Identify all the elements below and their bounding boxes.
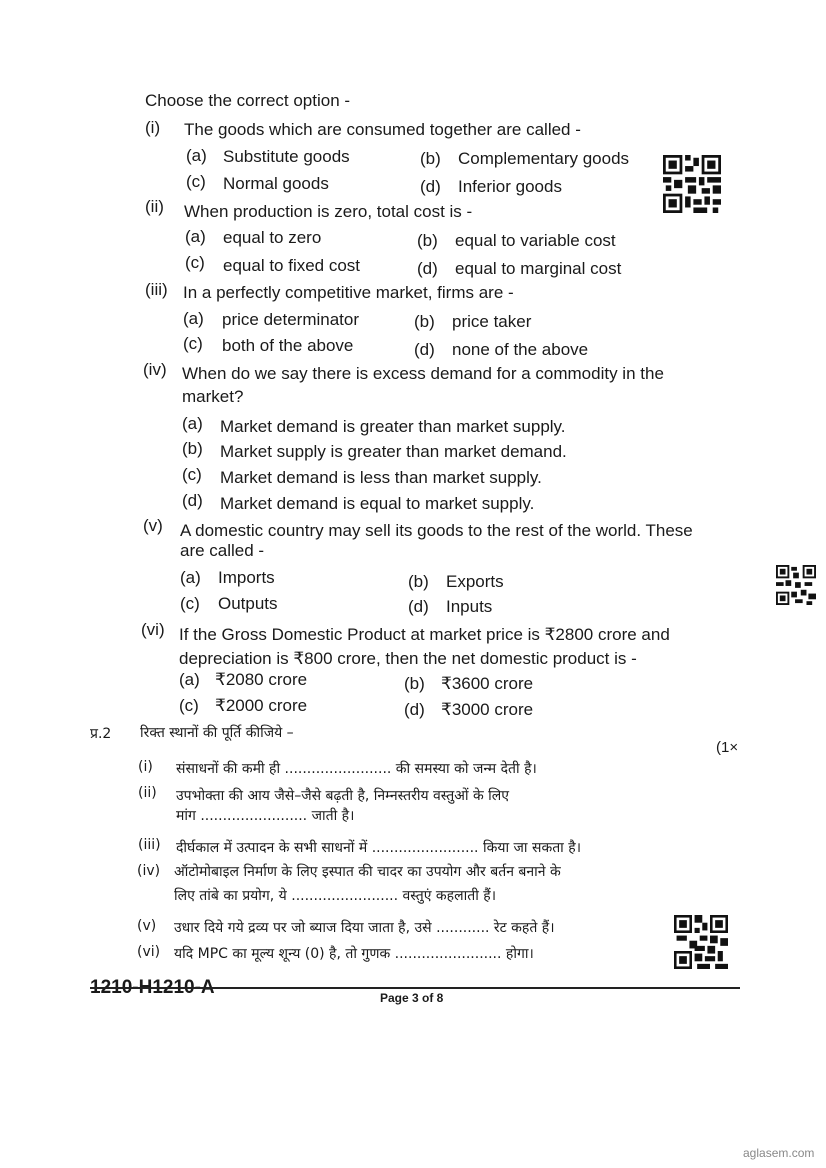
fill-6-num: (vi) [137,944,161,960]
q3-opt-b: price taker [452,312,532,331]
q3-num: (iii) [145,280,168,299]
q2-text: When production is zero, total cost is - [184,202,473,221]
q5-text-2: are called - [180,541,265,560]
q2-opt-c: equal to fixed cost [223,256,361,275]
q3-opt-c: both of the above [222,336,354,355]
fill-5-num: (v) [137,918,157,934]
q5-opt-b: Exports [446,572,504,591]
q1-opt-b-label: (b) [420,149,441,168]
fill-4-text: ऑटोमोबाइल निर्माण के लिए इस्पात की चादर का उपयोग और बर्तन बनाने के [174,864,561,880]
q4-text-2: market? [182,387,244,406]
instruction: Choose the correct option - [145,91,351,110]
q1-opt-d-label: (d) [420,177,441,196]
q4-opt-a-label: (a) [182,414,203,433]
q1-opt-a-label: (a) [186,146,207,165]
q1-opt-c-label: (c) [186,172,206,191]
q1-text: The goods which are consumed together are called - [184,120,581,139]
fill-3-num: (iii) [138,837,161,853]
q1-opt-c: Normal goods [223,174,329,193]
q2-num: (ii) [145,197,164,216]
q2-opt-b: equal to variable cost [455,231,616,250]
q3-text: In a perfectly competitive market, firms are - [183,283,514,302]
q4-opt-c-label: (c) [182,465,202,484]
section2-marks: (1× [716,739,739,756]
q5-opt-d-label: (d) [408,597,429,616]
section2-qnum: प्र.2 [90,726,112,742]
q3-opt-d-label: (d) [414,340,435,359]
q6-opt-d: ₹3000 crore [441,700,534,719]
q3-opt-c-label: (c) [183,334,203,353]
q5-opt-a: Imports [218,568,275,587]
q5-opt-b-label: (b) [408,572,429,591]
fill-1-num: (i) [138,759,153,775]
q2-opt-d-label: (d) [417,259,438,278]
q1-opt-a: Substitute goods [223,147,350,166]
q6-opt-d-label: (d) [404,700,425,719]
watermark: aglasem.com [743,1146,815,1160]
q5-opt-d: Inputs [446,597,493,616]
q4-opt-b: Market supply is greater than market demand. [220,442,567,461]
q2-opt-a: equal to zero [223,228,322,247]
q5-opt-a-label: (a) [180,568,201,587]
q1-opt-b: Complementary goods [458,149,630,168]
q3-opt-b-label: (b) [414,312,435,331]
q5-opt-c-label: (c) [180,594,200,613]
q5-text: A domestic country may sell its goods to the rest of the world. These [180,521,693,540]
fill-4-text-2: लिए तांबे का प्रयोग, ये ........................ वस्तुएं कहलाती हैं। [174,888,497,904]
q1-opt-d: Inferior goods [458,177,562,196]
q6-opt-b-label: (b) [404,674,425,693]
q3-opt-a: price determinator [222,310,360,329]
section2-title: रिक्त स्थानों की पूर्ति कीजिये – [140,725,294,741]
q6-num: (vi) [141,620,165,639]
q6-opt-b: ₹3600 crore [441,674,534,693]
q4-opt-d: Market demand is equal to market supply. [220,494,535,513]
fill-2-text: उपभोक्ता की आय जैसे–जैसे बढ़ती है, निम्नस्तरीय वस्तुओं के लिए [176,788,510,804]
paper-code: 1210-H1210-A [90,977,215,998]
fill-4-num: (iv) [137,863,161,879]
q2-opt-a-label: (a) [185,227,206,246]
q4-opt-a: Market demand is greater than market supply. [220,417,566,436]
q4-opt-d-label: (d) [182,491,203,510]
qr-code-top [663,155,721,213]
page-number: Page 3 of 8 [380,991,444,1005]
q2-opt-c-label: (c) [185,253,205,272]
q6-opt-a: ₹2080 crore [215,670,308,689]
fill-2-text-2: मांग ........................ जाती है। [176,808,355,824]
fill-1-text: संसाधनों की कमी ही ........................ की समस्या को जन्म देती है। [176,761,537,777]
q4-num: (iv) [143,360,167,379]
q3-opt-a-label: (a) [183,309,204,328]
fill-2-num: (ii) [138,785,157,801]
q4-opt-c: Market demand is less than market supply. [220,468,542,487]
q4-text: When do we say there is excess demand for a commodity in the [182,364,664,383]
q6-opt-c: ₹2000 crore [215,696,308,715]
fill-3-text: दीर्घकाल में उत्पादन के सभी साधनों में ........................ किया जा सकता है। [176,840,581,856]
q4-opt-b-label: (b) [182,439,203,458]
q2-opt-d: equal to marginal cost [455,259,622,278]
fill-5-text: उधार दिये गये द्रव्य पर जो ब्याज दिया जाता है, उसे ............ रेट कहते हैं। [174,920,555,936]
q5-num: (v) [143,516,163,535]
q5-opt-c: Outputs [218,594,278,613]
fill-6-text: यदि MPC का मूल्य शून्य (0) है, तो गुणक ........................ होगा। [174,946,534,962]
q1-num: (i) [145,118,161,137]
qr-code-side [776,565,816,605]
q3-opt-d: none of the above [452,340,589,359]
q6-text-2: depreciation is ₹800 crore, then the net domestic product is - [179,649,637,668]
q6-opt-a-label: (a) [179,670,200,689]
q6-text: If the Gross Domestic Product at market price is ₹2800 crore and [179,625,670,644]
q2-opt-b-label: (b) [417,231,438,250]
qr-code-bottom [674,915,728,969]
q6-opt-c-label: (c) [179,696,199,715]
